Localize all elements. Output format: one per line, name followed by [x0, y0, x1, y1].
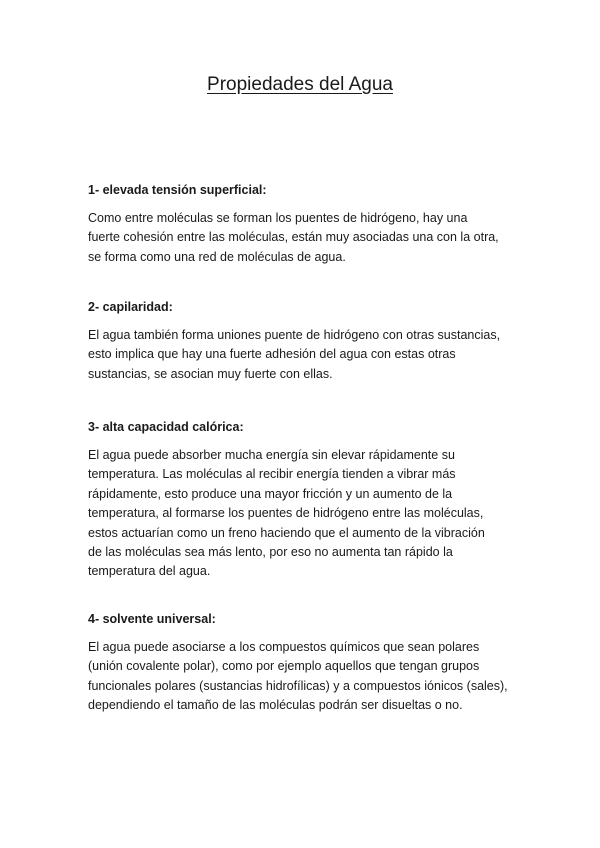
section-heading: 2- capilaridad: — [88, 300, 173, 314]
section-heading: 4- solvente universal: — [88, 612, 216, 626]
document-title: Propiedades del Agua — [207, 74, 393, 95]
section-body: El agua puede asociarse a los compuestos químicos que sean polares (unión covalente polar), como por ejemplo aquellos que tengan grupos funcionales polares (sustancias hidrofílicas) y a compuestos iónicos (sales), dependiendo el tamaño de las moléculas podrán ser disueltas o no. — [88, 640, 508, 713]
section-heading: 3- alta capacidad calórica: — [88, 420, 244, 434]
section-heat-capacity — [88, 419, 548, 582]
section-body: El agua puede absorber mucha energía sin elevar rápidamente su temperatura. Las moléculas al recibir energía tienden a vibrar más rápidamente, esto produce una mayor fricción y un aumento de la temperatura, al formarse los puentes de hidrógeno entre las moléculas, estos actuarían como un freno haciendo que el aumento de la vibración de las moléculas sea más lento, por eso no aumenta tan rápido la temperatura del agua. — [88, 448, 485, 579]
section-body: Como entre moléculas se forman los puentes de hidrógeno, hay una fuerte cohesión entre las moléculas, están muy asociadas una con la otra, se forma como una red de moléculas de agua. — [88, 211, 499, 264]
section-surface-tension — [88, 182, 548, 267]
section-heading: 1- elevada tensión superficial: — [88, 183, 267, 197]
section-universal-solvent — [88, 611, 548, 716]
section-capillarity — [88, 299, 548, 384]
section-body: El agua también forma uniones puente de hidrógeno con otras sustancias, esto implica que hay una fuerte adhesión del agua con estas otras sustancias, se asocian muy fuerte con ellas. — [88, 328, 501, 381]
